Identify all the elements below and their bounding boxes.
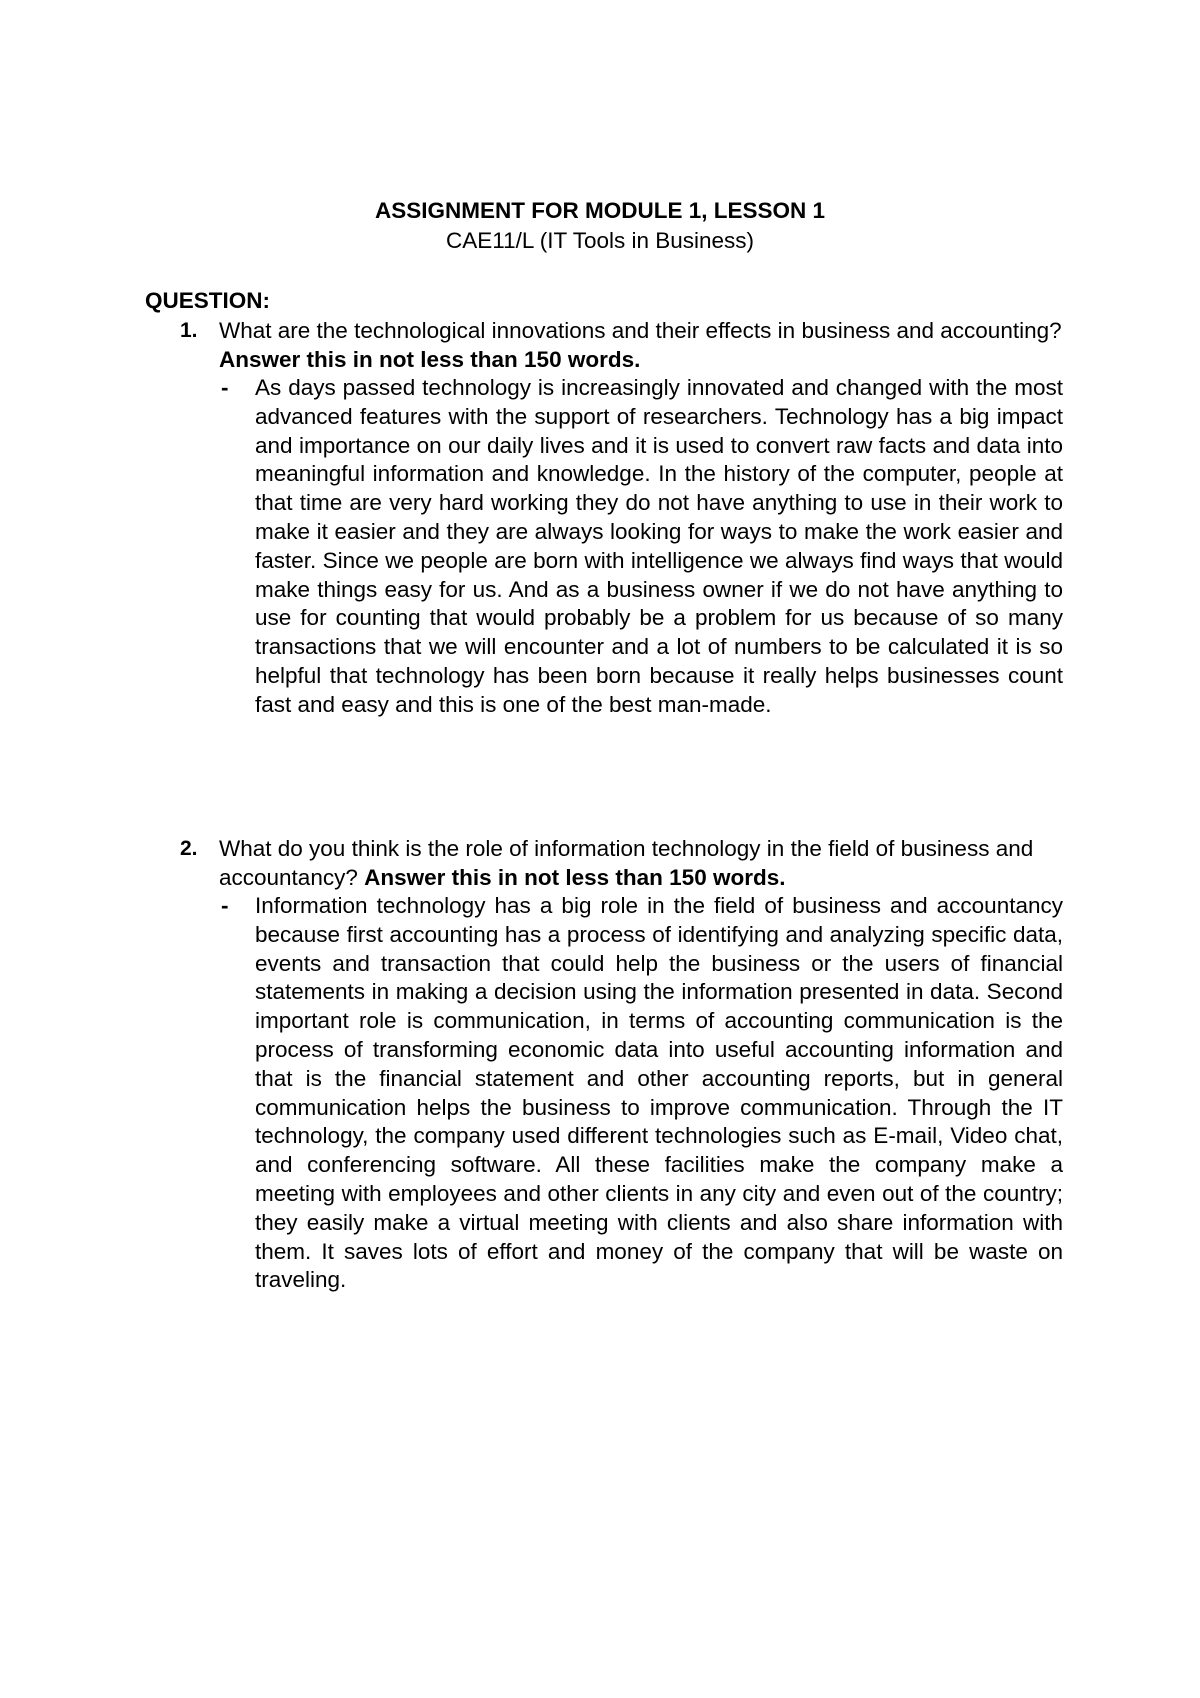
course-subtitle: CAE11/L (IT Tools in Business) bbox=[445, 228, 755, 253]
question-heading: QUESTION: bbox=[145, 288, 271, 313]
question-instruction: Answer this in not less than 150 words. bbox=[364, 865, 786, 890]
page-title: ASSIGNMENT FOR MODULE 1, LESSON 1 bbox=[374, 198, 826, 223]
answer-paragraph: As days passed technology is increasingly innovated and changed with the most advanced features with the support of researchers. Technology has a big impact and importance on our daily lives and it is used to convert raw facts and data into meaningful information and knowledge. In the history of the computer, people at that time are very hard working they do not have anything to use in their work to make it easier and they are always looking for ways to make the work easier and faster. Since we people are born with intelligence we always find ways that would make things easy for us. And as a business owner if we do not have anything to use for counting that would probably be a problem for us because of so many transactions that we will encounter and a lot of numbers to be calculated it is so helpful that technology has been born because it really helps businesses count fast and easy and this is one of the best man-made. bbox=[255, 375, 1063, 717]
question-prompt bbox=[219, 834, 1069, 892]
question-number: 2. bbox=[180, 837, 198, 860]
question-instruction: Answer this in not less than 150 words. bbox=[219, 347, 641, 372]
answer-paragraph: Information technology has a big role in the field of business and accountancy because first accounting has a process of identifying and analyzing specific data, events and transaction that could help the business or the users of financial statements in making a decision using the information presented in data. Second important role is communication, in terms of accounting communication is the process of transforming economic data into useful accounting information and that is the financial statement and other accounting reports, but in general communication helps the business to improve communication. Through the IT technology, the company used different technologies such as E-mail, Video chat, and conferencing software. All these facilities make the company make a meeting with employees and other clients in any city and even out of the country; they easily make a virtual meeting with clients and also share information with them. It saves lots of effort and money of the company that will be waste on traveling. bbox=[255, 893, 1063, 1293]
document-header bbox=[0, 196, 1200, 256]
question-prompt-text: What do you think is the role of information technology in the field of business and accountancy? bbox=[219, 836, 1034, 890]
question-prompt bbox=[219, 316, 1069, 374]
question-prompt-text: What are the technological innovations and their effects in business and accounting? bbox=[219, 318, 1062, 343]
bullet-dash: - bbox=[221, 375, 229, 400]
bullet-dash: - bbox=[221, 893, 229, 918]
question-number: 1. bbox=[180, 319, 198, 342]
